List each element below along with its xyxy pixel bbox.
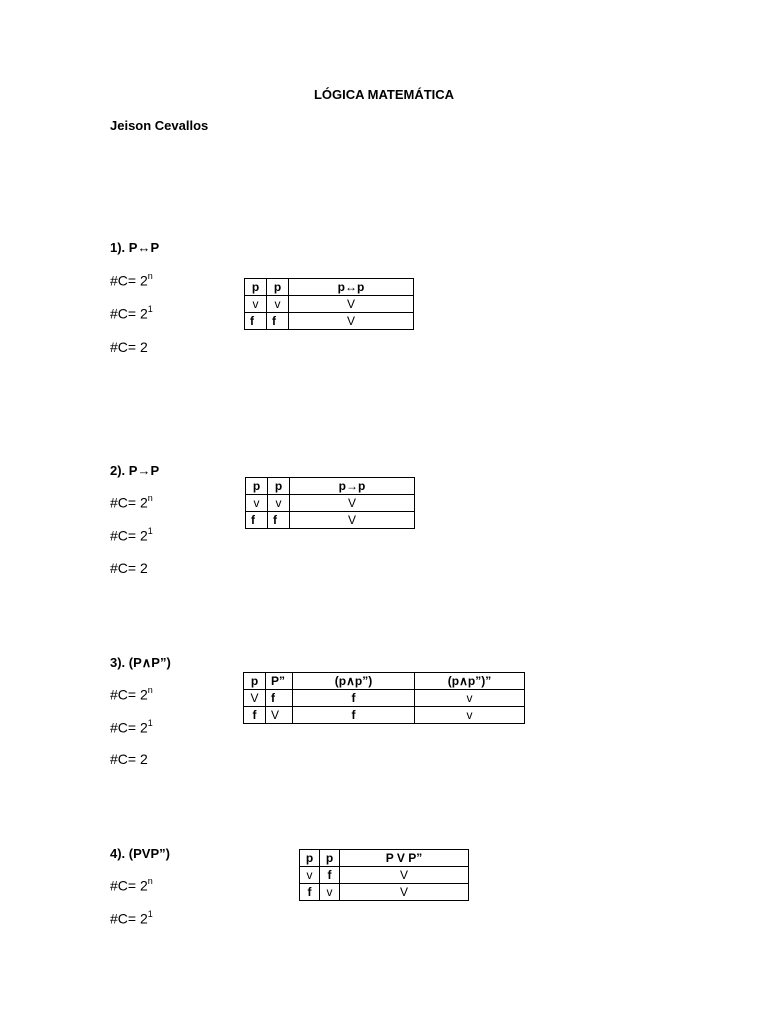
section-3-heading: 3). (P∧P”) <box>110 655 171 670</box>
table-header-cell: p <box>267 279 289 296</box>
table-cell: f <box>244 707 266 724</box>
truth-table-3 <box>243 672 525 724</box>
formula-prefix: #C= <box>110 272 140 289</box>
formula-line-result <box>110 339 148 355</box>
table-cell: f <box>320 867 340 884</box>
formula-line-power-1 <box>110 910 153 927</box>
formula-base: 2 <box>139 527 148 544</box>
table-row <box>246 512 415 529</box>
formula-line-power-n <box>110 686 153 703</box>
table-header-cell: (p∧p”)” <box>415 673 525 690</box>
table-header-cell: p <box>320 850 340 867</box>
truth-table-1 <box>244 278 414 330</box>
formula-base: 2 <box>139 910 148 927</box>
table-cell: V <box>289 296 414 313</box>
table-cell: V <box>244 690 266 707</box>
formula-prefix: #C= <box>110 560 140 576</box>
formula-exponent: n <box>147 685 153 695</box>
table-cell: v <box>246 495 268 512</box>
table-row <box>246 495 415 512</box>
table-header-cell: p↔p <box>289 279 414 296</box>
table-cell: V <box>340 884 469 901</box>
table-header-cell: P V P” <box>340 850 469 867</box>
page-title: LÓGICA MATEMÁTICA <box>313 87 455 102</box>
formula-base: 2 <box>139 719 148 736</box>
table-cell: v <box>245 296 267 313</box>
table-header-cell: p <box>244 673 266 690</box>
formula-exponent: n <box>147 876 153 886</box>
table-cell: f <box>293 707 415 724</box>
table-cell: v <box>320 884 340 901</box>
formula-prefix: #C= <box>110 339 140 355</box>
formula-prefix: #C= <box>110 527 140 544</box>
table-row <box>245 313 414 330</box>
table-cell: f <box>267 313 289 330</box>
formula-line-power-1 <box>110 305 153 322</box>
table-cell: v <box>415 707 525 724</box>
section-2-heading: 2). P→P <box>110 463 160 478</box>
table-row <box>300 884 469 901</box>
formula-prefix: #C= <box>110 751 140 767</box>
formula-base: 2 <box>139 272 148 289</box>
table-row <box>300 867 469 884</box>
table-header-cell: P” <box>266 673 293 690</box>
table-cell: V <box>340 867 469 884</box>
table-row <box>244 707 525 724</box>
section-1-heading: 1). P↔P <box>110 240 160 255</box>
table-header-cell: p <box>246 478 268 495</box>
table-cell: v <box>415 690 525 707</box>
formula-base: 2 <box>139 686 148 703</box>
table-cell: f <box>300 884 320 901</box>
table-header-cell: p <box>300 850 320 867</box>
formula-base: 2 <box>139 877 148 894</box>
table-cell: v <box>268 495 290 512</box>
table-header-row <box>244 673 525 690</box>
formula-result: 2 <box>139 560 148 576</box>
formula-prefix: #C= <box>110 686 140 703</box>
table-header-row <box>245 279 414 296</box>
formula-prefix: #C= <box>110 305 140 322</box>
table-cell: V <box>290 495 415 512</box>
formula-line-power-n <box>110 272 153 289</box>
table-cell: f <box>246 512 268 529</box>
formula-exponent: 1 <box>147 718 153 728</box>
table-cell: v <box>300 867 320 884</box>
table-row <box>245 296 414 313</box>
author-name: Jeison Cevallos <box>110 118 209 133</box>
table-row <box>244 690 525 707</box>
formula-prefix: #C= <box>110 910 140 927</box>
formula-line-result <box>110 751 148 767</box>
formula-base: 2 <box>139 494 148 511</box>
formula-prefix: #C= <box>110 494 140 511</box>
table-cell: f <box>245 313 267 330</box>
table-header-row <box>246 478 415 495</box>
formula-result: 2 <box>139 339 148 355</box>
table-header-cell: p <box>245 279 267 296</box>
table-header-cell: (p∧p”) <box>293 673 415 690</box>
formula-exponent: 1 <box>147 526 153 536</box>
table-cell: V <box>266 707 293 724</box>
formula-exponent: n <box>147 493 153 503</box>
formula-line-result <box>110 560 148 576</box>
table-header-cell: p <box>268 478 290 495</box>
section-4-heading: 4). (PVP”) <box>110 846 170 861</box>
formula-result: 2 <box>139 751 148 767</box>
truth-table-4 <box>299 849 469 901</box>
table-header-cell: p→p <box>290 478 415 495</box>
formula-prefix: #C= <box>110 877 140 894</box>
formula-line-power-1 <box>110 719 153 736</box>
formula-line-power-1 <box>110 527 153 544</box>
formula-base: 2 <box>139 305 148 322</box>
formula-exponent: 1 <box>147 909 153 919</box>
formula-exponent: 1 <box>147 304 153 314</box>
table-cell: f <box>266 690 293 707</box>
formula-exponent: n <box>147 271 153 281</box>
formula-line-power-n <box>110 494 153 511</box>
table-cell: V <box>290 512 415 529</box>
table-cell: v <box>267 296 289 313</box>
truth-table-2 <box>245 477 415 529</box>
formula-line-power-n <box>110 877 153 894</box>
table-cell: f <box>293 690 415 707</box>
table-cell: V <box>289 313 414 330</box>
table-header-row <box>300 850 469 867</box>
table-cell: f <box>268 512 290 529</box>
formula-prefix: #C= <box>110 719 140 736</box>
